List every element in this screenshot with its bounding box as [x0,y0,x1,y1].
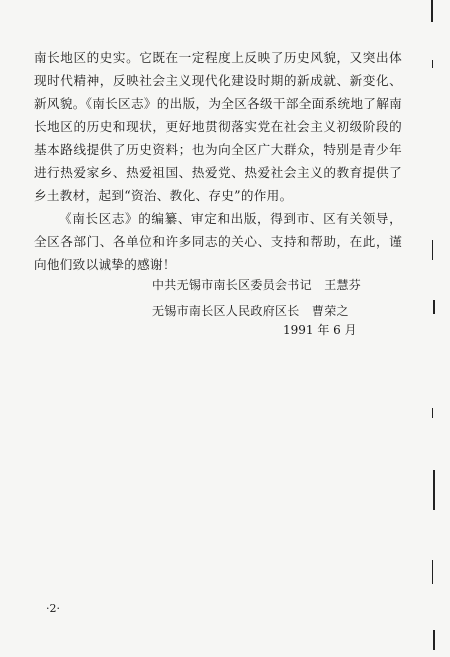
signature-party-secretary: 中共无锡市南长区委员会书记 王慧芬 [152,278,362,292]
page-number: ·2· [46,602,60,615]
signature-district-head: 无锡市南长区人民政府区长 曹荣之 [152,304,349,318]
scan-edge-mark [432,560,433,584]
scan-edge-mark [433,470,435,510]
scan-edge-mark [432,240,433,260]
scan-edge-mark [432,408,433,418]
paragraph-2: 《南长区志》的编纂、审定和出版，得到市、区有关领导，全区各部门、各单位和许多同志的关心、支持和帮助，在此，谨向他们致以诚挚的感谢！ [34,211,402,272]
scan-edge-mark [433,630,435,650]
paragraph-1: 南长地区的史实。它既在一定程度上反映了历史风貌，又突出体现时代精神，反映社会主义现代化建设时期的新成就、新变化、新风貌。《南长区志》的出版，为全区各级干部全面系统地了解南长地区的历史和现状，更好地贯彻落实党在社会主义初级阶段的基本路线提供了历史资料；也为向全区广大群众，特别是青少年进行热爱家乡、热爱祖国、热爱党、热爱社会主义的教育提供了乡土教材，起到“资治、教化、存史”的作用。 [34,50,402,203]
scan-edge-mark [431,0,433,22]
scan-edge-mark [433,300,435,314]
scan-edge-mark [432,60,433,68]
body-text [34,46,402,276]
date-line: 1991 年 6 月 [283,323,357,337]
